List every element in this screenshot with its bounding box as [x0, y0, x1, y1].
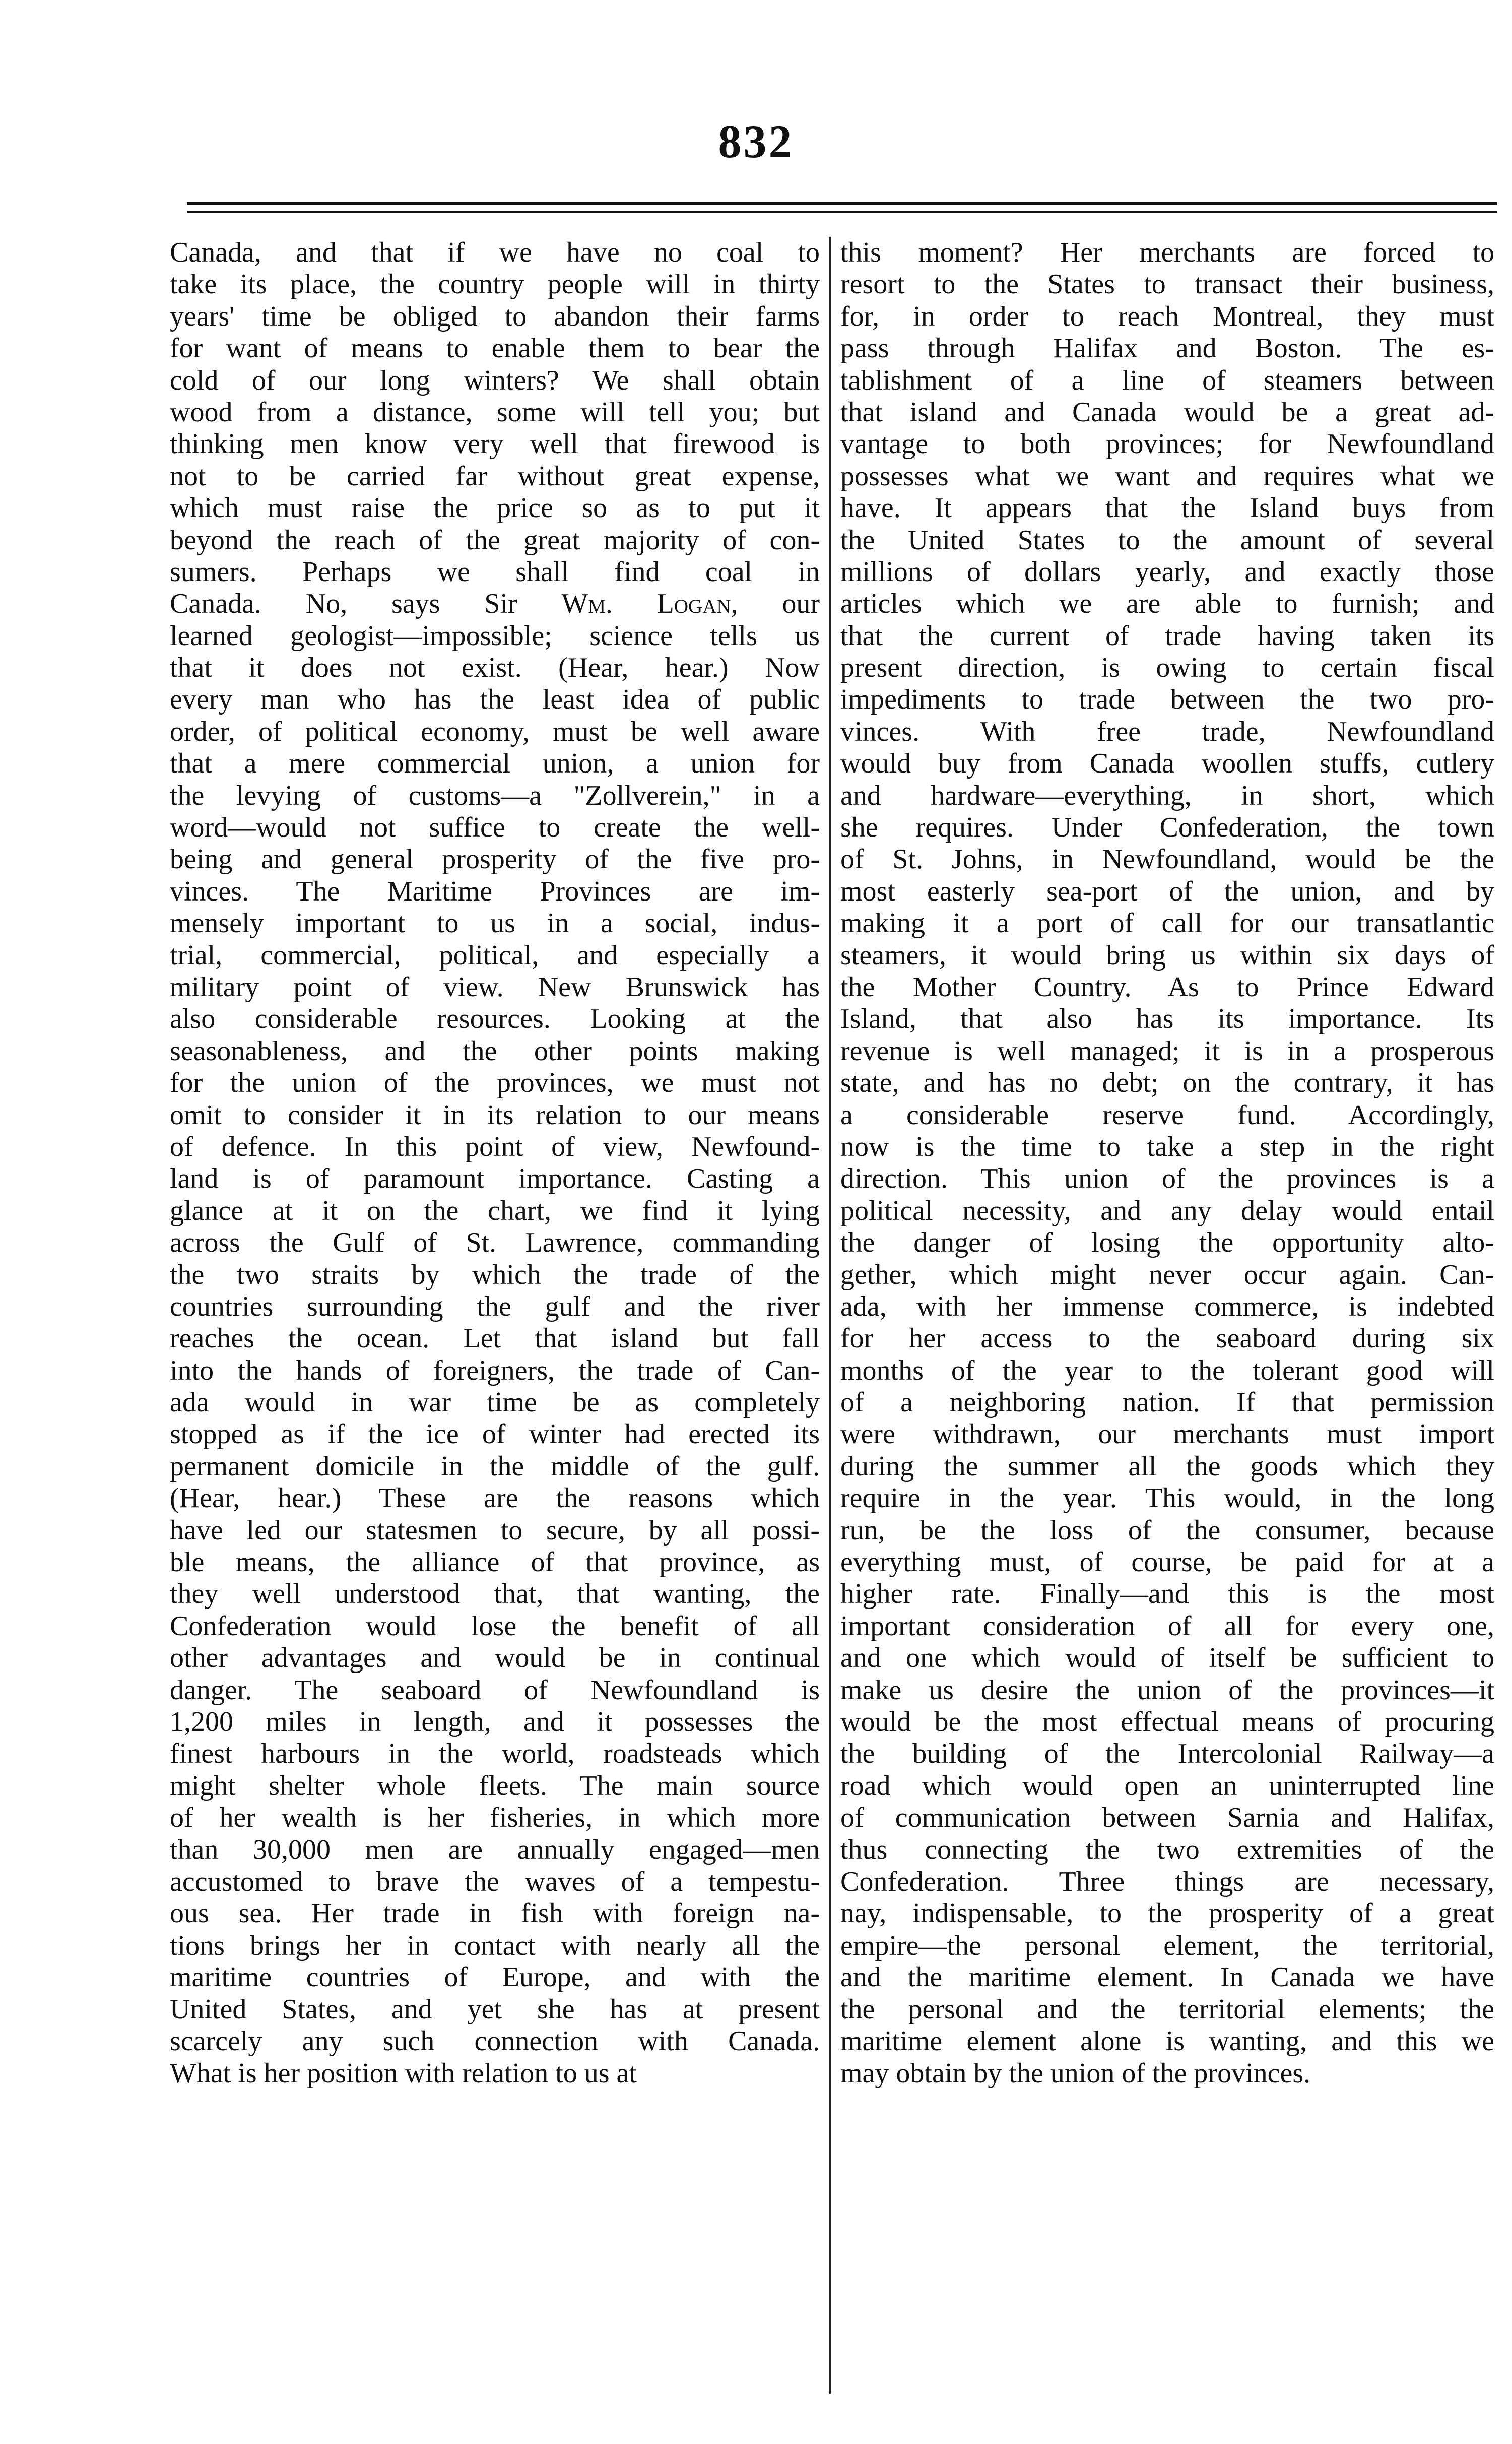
text-line: the danger of losing the opportunity alto- [840, 1227, 1494, 1259]
text-line: for the union of the provinces, we must not [170, 1067, 820, 1099]
text-line: articles which we are able to furnish; and [840, 588, 1494, 620]
text-line: Canada, and that if we have no coal to [170, 237, 820, 268]
text-line: cold of our long winters? We shall obtain [170, 364, 820, 396]
text-line: scarcely any such connection with Canada. [170, 2025, 820, 2057]
text-line: of communication between Sarnia and Halifax, [840, 1802, 1494, 1834]
text-line: order, of political economy, must be well aware [170, 716, 820, 747]
text-line: What is her position with relation to us at [170, 2057, 637, 2089]
text-line: mensely important to us in a social, indus- [170, 908, 820, 939]
text-line: danger. The seaboard of Newfoundland is [170, 1674, 820, 1706]
left-column [170, 237, 820, 2444]
text-line: possesses what we want and requires what we [840, 460, 1494, 492]
text-line: thinking men know very well that firewood is [170, 428, 820, 460]
text-line: tablishment of a line of steamers between [840, 364, 1494, 396]
text-line: countries surrounding the gulf and the river [170, 1291, 820, 1322]
text-line: and the maritime element. In Canada we have [840, 1962, 1494, 1993]
text-line: seasonableness, and the other points making [170, 1035, 820, 1067]
text-line: months of the year to the tolerant good will [840, 1355, 1494, 1386]
text-line: take its place, the country people will in thirty [170, 269, 820, 300]
text-line: maritime countries of Europe, and with the [170, 1962, 820, 1993]
text-line: ble means, the alliance of that province, as [170, 1547, 820, 1578]
text-line: and one which would of itself be sufficient to [840, 1642, 1494, 1674]
text-line: of a neighboring nation. If that permission [840, 1387, 1494, 1419]
right-column [840, 237, 1494, 2444]
text-line: would buy from Canada woollen stuffs, cutlery [840, 748, 1494, 780]
text-line: vinces. With free trade, Newfoundland [840, 716, 1494, 747]
text-line: higher rate. Finally—and this is the most [840, 1578, 1494, 1610]
text-line: Confederation. Three things are necessary, [840, 1866, 1494, 1897]
text-line: have. It appears that the Island buys from [840, 492, 1494, 524]
text-line: 1,200 miles in length, and it possesses the [170, 1706, 820, 1738]
text-line: that island and Canada would be a great ad- [840, 396, 1494, 428]
text-line: for, in order to reach Montreal, they must [840, 300, 1494, 332]
text-line: nay, indispensable, to the prosperity of a great [840, 1898, 1494, 1930]
text-line: gether, which might never occur again. Can- [840, 1259, 1494, 1291]
text-line: during the summer all the goods which they [840, 1450, 1494, 1482]
text-line: that it does not exist. (Hear, hear.) Now [170, 652, 820, 684]
text-line: the two straits by which the trade of the [170, 1259, 820, 1291]
text-line: revenue is well managed; it is in a prosperous [840, 1035, 1494, 1067]
text-line: sumers. Perhaps we shall find coal in [170, 556, 820, 588]
text-line: also considerable resources. Looking at the [170, 1003, 820, 1035]
text-line: not to be carried far without great expense, [170, 460, 820, 492]
text-line: run, be the loss of the consumer, because [840, 1514, 1494, 1546]
text-line: state, and has no debt; on the contrary, it has [840, 1067, 1494, 1099]
text-line: word—would not suffice to create the well- [170, 812, 820, 844]
text-line: this moment? Her merchants are forced to [840, 237, 1494, 268]
text-line: Confederation would lose the benefit of all [170, 1610, 820, 1642]
text-line: into the hands of foreigners, the trade of Can- [170, 1355, 820, 1386]
text-line: political necessity, and any delay would entail [840, 1195, 1494, 1227]
text-line: United States, and yet she has at present [170, 1993, 820, 2025]
text-line: thus connecting the two extremities of the [840, 1834, 1494, 1866]
text-line: impediments to trade between the two pro- [840, 684, 1494, 716]
text-line: that the current of trade having taken its [840, 620, 1494, 652]
text-line: resort to the States to transact their business, [840, 269, 1494, 300]
text-line: vinces. The Maritime Provinces are im- [170, 875, 820, 907]
text-line: the personal and the territorial elements; the [840, 1993, 1494, 2025]
text-line: would be the most effectual means of procuring [840, 1706, 1494, 1738]
text-line: now is the time to take a step in the right [840, 1131, 1494, 1163]
text-line: everything must, of course, be paid for at a [840, 1547, 1494, 1578]
text-line: ous sea. Her trade in fish with foreign na- [170, 1898, 820, 1930]
text-line: have led our statesmen to secure, by all possi- [170, 1514, 820, 1546]
text-line: being and general prosperity of the five pro- [170, 844, 820, 875]
text-line: land is of paramount importance. Casting a [170, 1163, 820, 1195]
text-line: years' time be obliged to abandon their farms [170, 300, 820, 332]
text-line: may obtain by the union of the provinces. [840, 2057, 1311, 2089]
text-line: permanent domicile in the middle of the gulf. [170, 1450, 820, 1482]
text-line: trial, commercial, political, and especially a [170, 939, 820, 971]
text-line: tions brings her in contact with nearly all the [170, 1930, 820, 1961]
text-line: that a mere commercial union, a union for [170, 748, 820, 780]
text-line: than 30,000 men are annually engaged—men [170, 1834, 820, 1866]
text-line: every man who has the least idea of public [170, 684, 820, 716]
text-line: require in the year. This would, in the long [840, 1483, 1494, 1514]
text-line: other advantages and would be in continual [170, 1642, 820, 1674]
text-line: millions of dollars yearly, and exactly those [840, 556, 1494, 588]
text-line: making it a port of call for our transatlantic [840, 908, 1494, 939]
text-line: finest harbours in the world, roadsteads which [170, 1738, 820, 1770]
small-caps-name: Wm. Logan [561, 588, 731, 620]
text-line: the United States to the amount of several [840, 524, 1494, 556]
text-line: maritime element alone is wanting, and this we [840, 2025, 1494, 2057]
text-line: Island, that also has its importance. Its [840, 1003, 1494, 1035]
text-line: ada, with her immense commerce, is indebted [840, 1291, 1494, 1322]
text-line: were withdrawn, our merchants must import [840, 1419, 1494, 1450]
text-line: ada would in war time be as completely [170, 1387, 820, 1419]
text-line: across the Gulf of St. Lawrence, commanding [170, 1227, 820, 1259]
text-line: reaches the ocean. Let that island but fall [170, 1323, 820, 1355]
text-line: of St. Johns, in Newfoundland, would be the [840, 844, 1494, 875]
text-line: empire—the personal element, the territorial, [840, 1930, 1494, 1961]
text-line: and hardware—everything, in short, which [840, 780, 1494, 811]
text-line: learned geologist—impossible; science tells us [170, 620, 820, 652]
text-line: stopped as if the ice of winter had erected its [170, 1419, 820, 1450]
text-line: pass through Halifax and Boston. The es- [840, 333, 1494, 364]
text-line: the Mother Country. As to Prince Edward [840, 971, 1494, 1003]
text-line: make us desire the union of the provinces—it [840, 1674, 1494, 1706]
text-line: Canada. No, says Sir Wm. Logan, our [170, 588, 820, 620]
text-line: accustomed to brave the waves of a tempestu- [170, 1866, 820, 1897]
text-line: for her access to the seaboard during six [840, 1323, 1494, 1355]
text-line: military point of view. New Brunswick has [170, 971, 820, 1003]
text-line: vantage to both provinces; for Newfoundland [840, 428, 1494, 460]
text-line: for want of means to enable them to bear the [170, 333, 820, 364]
text-line: they well understood that, that wanting, the [170, 1578, 820, 1610]
text-line: a considerable reserve fund. Accordingly, [840, 1099, 1494, 1131]
text-line: important consideration of all for every one, [840, 1610, 1494, 1642]
page-number: 832 [718, 116, 794, 167]
text-line: present direction, is owing to certain fiscal [840, 652, 1494, 684]
text-line: might shelter whole fleets. The main source [170, 1770, 820, 1802]
text-line: (Hear, hear.) These are the reasons which [170, 1483, 820, 1514]
text-line: direction. This union of the provinces is a [840, 1163, 1494, 1195]
header-rule-thick [187, 202, 1497, 205]
text-line: the building of the Intercolonial Railway—a [840, 1738, 1494, 1770]
text-line: glance at it on the chart, we find it lying [170, 1195, 820, 1227]
text-line: most easterly sea-port of the union, and by [840, 875, 1494, 907]
header-rule-thin [187, 211, 1497, 213]
text-line: of defence. In this point of view, Newfound- [170, 1131, 820, 1163]
text-line: steamers, it would bring us within six days of [840, 939, 1494, 971]
column-divider [829, 237, 831, 2394]
text-line: beyond the reach of the great majority of con- [170, 524, 820, 556]
text-line: which must raise the price so as to put it [170, 492, 820, 524]
text-line: wood from a distance, some will tell you; but [170, 396, 820, 428]
text-line: she requires. Under Confederation, the town [840, 812, 1494, 844]
text-line: of her wealth is her fisheries, in which more [170, 1802, 820, 1834]
text-line: omit to consider it in its relation to our means [170, 1099, 820, 1131]
text-line: the levying of customs—a "Zollverein," in a [170, 780, 820, 811]
text-line: road which would open an uninterrupted line [840, 1770, 1494, 1802]
